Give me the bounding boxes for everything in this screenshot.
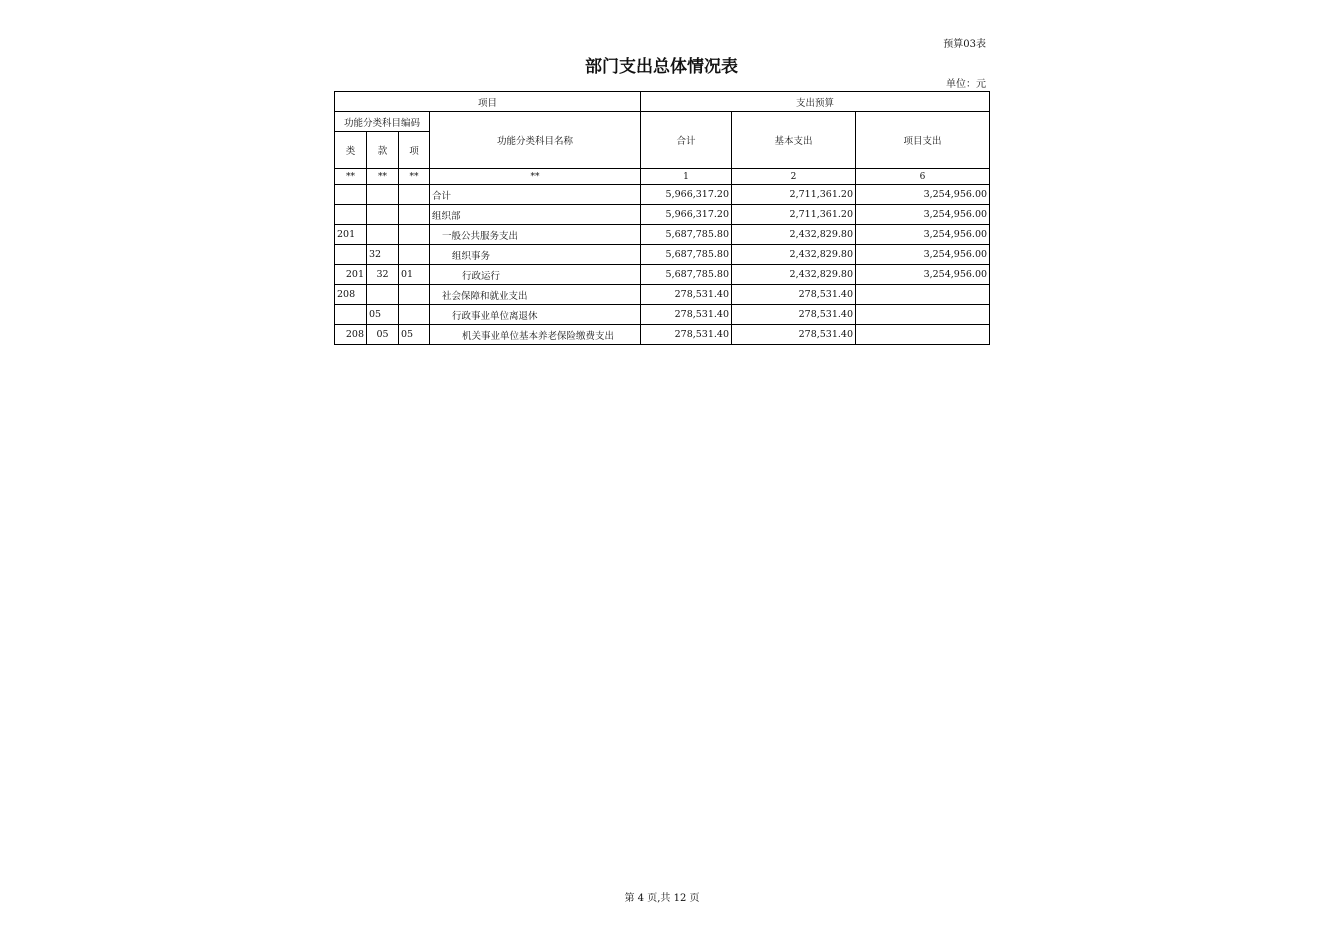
cell-kuan: [367, 205, 399, 225]
cell-total: 278,531.40: [641, 325, 732, 345]
table-code: 预算03表: [943, 39, 986, 50]
cell-project: 3,254,956.00: [856, 205, 990, 225]
header-basic: 基本支出: [732, 112, 856, 169]
cell-kuan: 05: [367, 325, 399, 345]
cell-xiang: [399, 225, 430, 245]
header-project-expense: 项目支出: [856, 112, 990, 169]
cell-basic: 2,432,829.80: [732, 245, 856, 265]
cell-total: 5,687,785.80: [641, 225, 732, 245]
cell-kuan: 32: [367, 245, 399, 265]
cell-name: 合计: [430, 185, 641, 205]
cell-project: 3,254,956.00: [856, 225, 990, 245]
cell-xiang: [399, 245, 430, 265]
header-kuan: 款: [367, 132, 399, 169]
header-xiang: 项: [399, 132, 430, 169]
cell-kuan: [367, 225, 399, 245]
table-row: [335, 225, 990, 245]
index-basic: 2: [732, 169, 856, 185]
index-lei: **: [335, 169, 367, 185]
cell-name: 机关事业单位基本养老保险缴费支出: [430, 325, 641, 345]
page-footer: 第 4 页,共 12 页: [624, 893, 700, 904]
cell-kuan: 32: [367, 265, 399, 285]
cell-total: 5,966,317.20: [641, 185, 732, 205]
table-row: [335, 285, 990, 305]
cell-xiang: [399, 285, 430, 305]
cell-xiang: 01: [399, 265, 430, 285]
table-row: [335, 245, 990, 265]
header-row-groups: [335, 92, 990, 112]
cell-project: [856, 325, 990, 345]
cell-project: 3,254,956.00: [856, 185, 990, 205]
header-name: 功能分类科目名称: [430, 112, 641, 169]
cell-basic: 278,531.40: [732, 305, 856, 325]
table-row: [335, 185, 990, 205]
cell-total: 278,531.40: [641, 305, 732, 325]
cell-lei: 201: [335, 225, 367, 245]
table-row: [335, 305, 990, 325]
cell-lei: [335, 205, 367, 225]
cell-basic: 278,531.40: [732, 325, 856, 345]
cell-name: 行政事业单位离退休: [430, 305, 641, 325]
cell-lei: [335, 185, 367, 205]
header-row-code: [335, 112, 990, 132]
table-row: [335, 325, 990, 345]
cell-basic: 2,711,361.20: [732, 185, 856, 205]
cell-project: 3,254,956.00: [856, 265, 990, 285]
index-total: 1: [641, 169, 732, 185]
cell-total: 5,966,317.20: [641, 205, 732, 225]
budget-table: [334, 91, 990, 345]
header-total: 合计: [641, 112, 732, 169]
index-kuan: **: [367, 169, 399, 185]
cell-kuan: [367, 185, 399, 205]
unit-label: 单位：元: [946, 79, 986, 90]
cell-xiang: 05: [399, 325, 430, 345]
table-row: [335, 205, 990, 225]
cell-total: 278,531.40: [641, 285, 732, 305]
cell-basic: 2,711,361.20: [732, 205, 856, 225]
cell-project: [856, 305, 990, 325]
index-name: **: [430, 169, 641, 185]
cell-total: 5,687,785.80: [641, 265, 732, 285]
cell-xiang: [399, 305, 430, 325]
index-xiang: **: [399, 169, 430, 185]
index-project: 6: [856, 169, 990, 185]
cell-name: 一般公共服务支出: [430, 225, 641, 245]
cell-lei: 201: [335, 265, 367, 285]
cell-name: 组织部: [430, 205, 641, 225]
cell-project: [856, 285, 990, 305]
index-row: [335, 169, 990, 185]
header-code-group: 功能分类科目编码: [335, 112, 430, 132]
header-lei: 类: [335, 132, 367, 169]
header-project: 项目: [335, 92, 641, 112]
cell-name: 组织事务: [430, 245, 641, 265]
cell-name: 行政运行: [430, 265, 641, 285]
cell-lei: [335, 245, 367, 265]
cell-project: 3,254,956.00: [856, 245, 990, 265]
header-budget: 支出预算: [641, 92, 990, 112]
cell-basic: 278,531.40: [732, 285, 856, 305]
cell-basic: 2,432,829.80: [732, 265, 856, 285]
cell-lei: 208: [335, 285, 367, 305]
page-title: 部门支出总体情况表: [585, 57, 738, 77]
cell-lei: [335, 305, 367, 325]
table-row: [335, 265, 990, 285]
cell-kuan: 05: [367, 305, 399, 325]
cell-kuan: [367, 285, 399, 305]
cell-xiang: [399, 205, 430, 225]
cell-total: 5,687,785.80: [641, 245, 732, 265]
cell-basic: 2,432,829.80: [732, 225, 856, 245]
cell-lei: 208: [335, 325, 367, 345]
cell-name: 社会保障和就业支出: [430, 285, 641, 305]
cell-xiang: [399, 185, 430, 205]
